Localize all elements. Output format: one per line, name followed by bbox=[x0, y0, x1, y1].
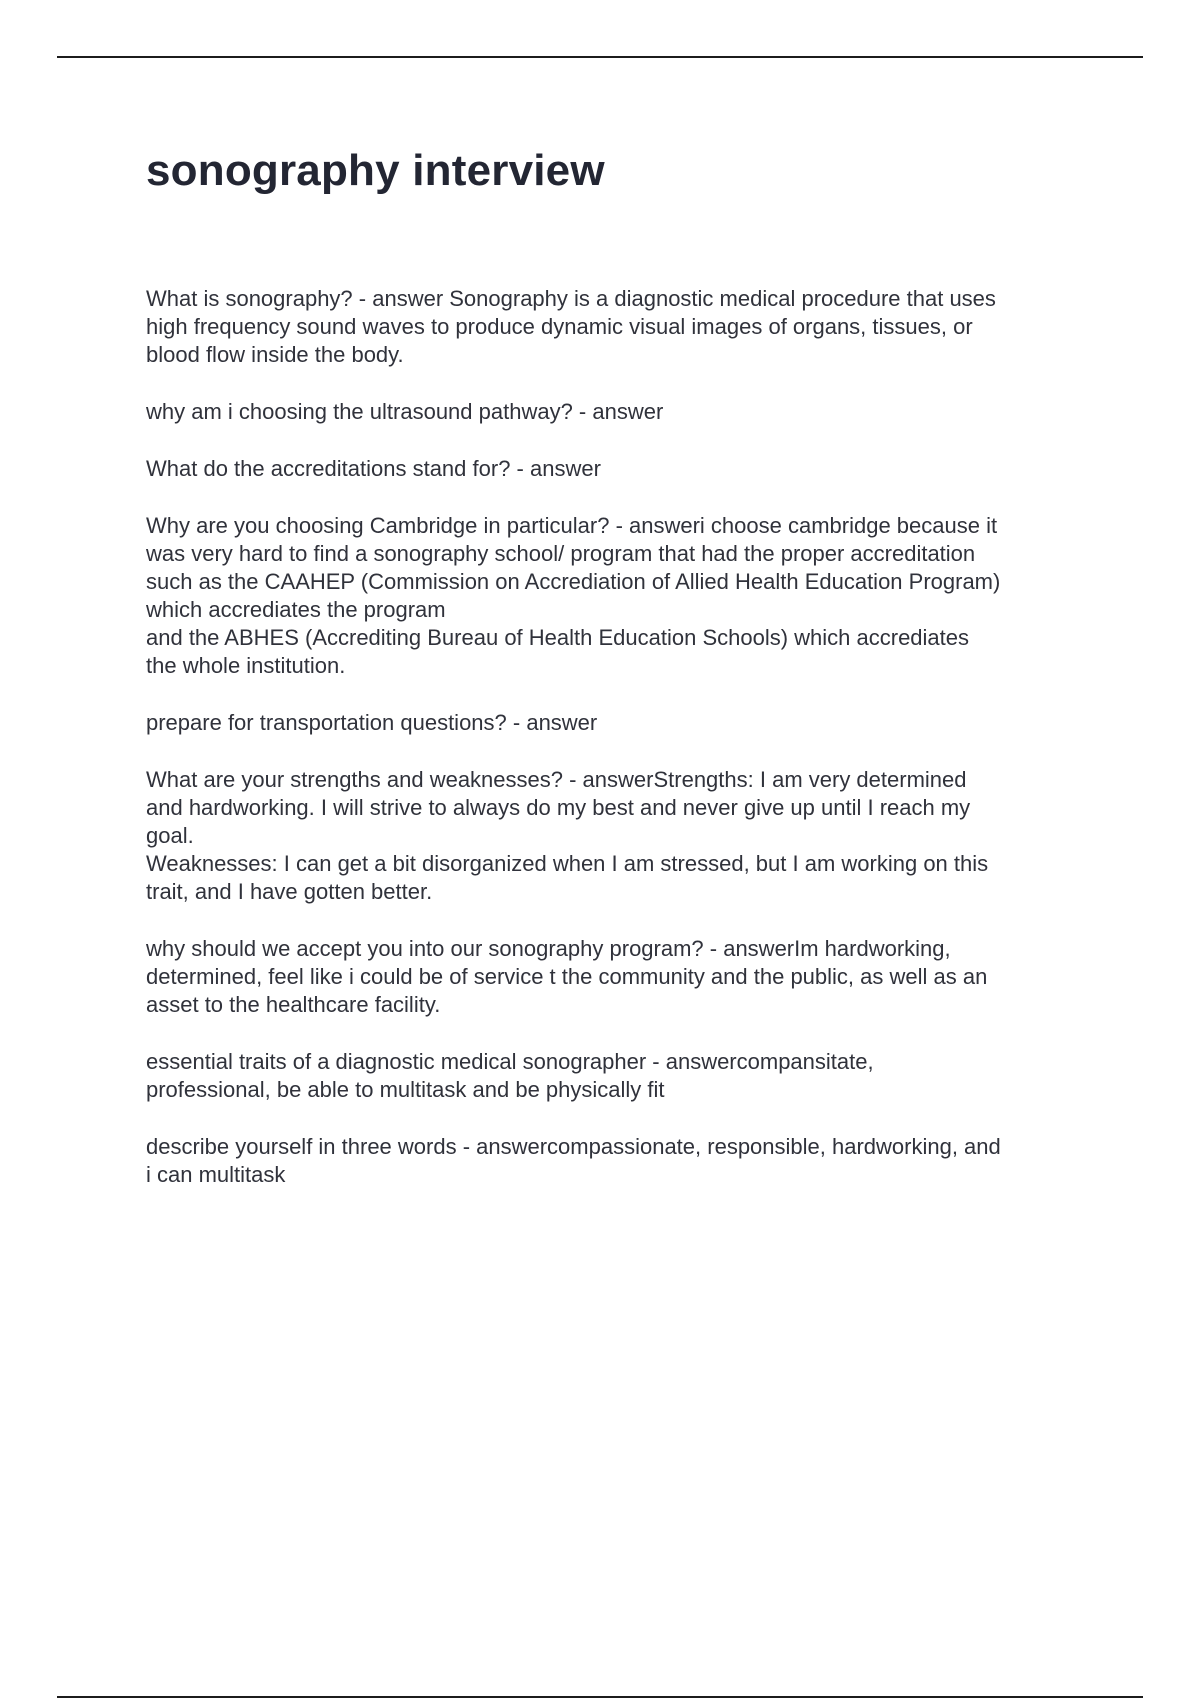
entry-line: asset to the healthcare facility. bbox=[146, 992, 441, 1017]
entry-line: What is sonography? - answer Sonography is a diagnostic medical procedure that uses bbox=[146, 286, 996, 311]
entry-line: Why are you choosing Cambridge in particular? - answeri choose cambridge because it bbox=[146, 513, 998, 538]
entry-line: why am i choosing the ultrasound pathway? - answer bbox=[146, 399, 664, 424]
entry-line: blood flow inside the body. bbox=[146, 342, 404, 367]
entry-line: i can multitask bbox=[146, 1162, 286, 1187]
entry-line: Weaknesses: I can get a bit disorganized when I am stressed, but I am working on this bbox=[146, 851, 989, 876]
entry-line: and hardworking. I will strive to always do my best and never give up until I reach my bbox=[146, 795, 971, 820]
qa-entry bbox=[146, 1133, 1096, 1189]
qa-entry bbox=[146, 1048, 1096, 1104]
entry-line: What do the accreditations stand for? - answer bbox=[146, 456, 601, 481]
qa-entry bbox=[146, 766, 1096, 906]
entry-line: determined, feel like i could be of service t the community and the public, as well as an bbox=[146, 964, 988, 989]
qa-entry bbox=[146, 935, 1096, 1019]
entry-line: which accrediates the program bbox=[146, 597, 446, 622]
entry-line: essential traits of a diagnostic medical sonographer - answercompansitate, bbox=[146, 1049, 874, 1074]
page-title: sonography interview bbox=[146, 146, 605, 195]
entry-line: why should we accept you into our sonography program? - answerIm hardworking, bbox=[146, 936, 951, 961]
entry-line: trait, and I have gotten better. bbox=[146, 879, 433, 904]
entry-line: prepare for transportation questions? - answer bbox=[146, 710, 598, 735]
qa-list bbox=[146, 285, 1096, 1218]
qa-entry bbox=[146, 709, 1096, 737]
qa-entry bbox=[146, 455, 1096, 483]
bottom-divider bbox=[57, 1696, 1143, 1698]
entry-line: describe yourself in three words - answercompassionate, responsible, hardworking, and bbox=[146, 1134, 1001, 1159]
entry-line: What are your strengths and weaknesses? - answerStrengths: I am very determined bbox=[146, 767, 967, 792]
top-divider bbox=[57, 56, 1143, 58]
entry-line: the whole institution. bbox=[146, 653, 346, 678]
qa-entry bbox=[146, 512, 1096, 680]
entry-line: high frequency sound waves to produce dynamic visual images of organs, tissues, or bbox=[146, 314, 973, 339]
entry-line: professional, be able to multitask and be physically fit bbox=[146, 1077, 665, 1102]
entry-line: was very hard to find a sonography school/ program that had the proper accreditation bbox=[146, 541, 976, 566]
qa-entry bbox=[146, 398, 1096, 426]
entry-line: goal. bbox=[146, 823, 194, 848]
entry-line: such as the CAAHEP (Commission on Accrediation of Allied Health Education Program) bbox=[146, 569, 1001, 594]
entry-line: and the ABHES (Accrediting Bureau of Health Education Schools) which accrediates bbox=[146, 625, 970, 650]
qa-entry bbox=[146, 285, 1096, 369]
